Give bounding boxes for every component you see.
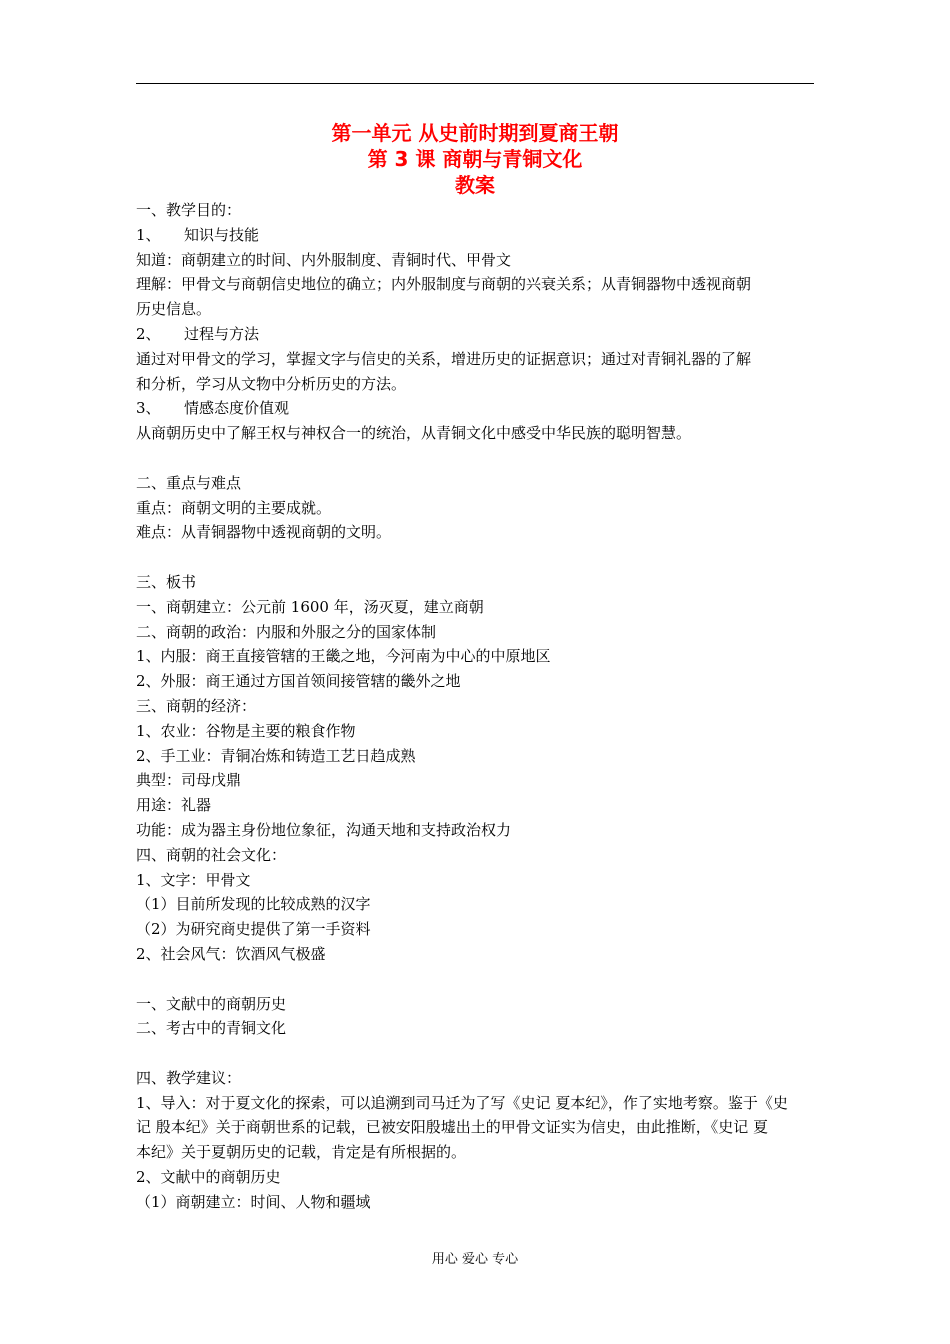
- body-line: 1、导入：对于夏文化的探索，可以追溯到司马迁为了写《史记 夏本纪》，作了实地考察。鉴于《史: [136, 1093, 788, 1112]
- body-line: 2、 过程与方法: [136, 324, 260, 343]
- body-line: 一、商朝建立：公元前 1600 年，汤灭夏，建立商朝: [136, 597, 484, 616]
- blank-line: [136, 967, 816, 992]
- unit-title: 第一单元 从史前时期到夏商王朝: [331, 121, 619, 145]
- body-line: 三、板书: [136, 572, 197, 591]
- body-line: 2、手工业：青铜冶炼和铸造工艺日趋成熟: [136, 746, 416, 765]
- body-line: 1、文字：甲骨文: [136, 870, 251, 889]
- lesson-title: 第 3 课 商朝与青铜文化: [367, 147, 583, 171]
- body-line: 典型：司母戊鼎: [136, 771, 242, 790]
- blank-line: [136, 1041, 816, 1066]
- doc-type-title: 教案: [455, 173, 495, 197]
- blank-line: [136, 545, 816, 570]
- body-line: 二、考古中的青铜文化: [136, 1019, 287, 1038]
- body-line: 通过对甲骨文的学习，掌握文字与信史的关系，增进历史的证据意识；通过对青铜礼器的了解: [136, 349, 752, 368]
- body-line: 二、重点与难点: [136, 473, 242, 492]
- body-line: 一、教学目的：: [136, 201, 242, 219]
- body-line: 1、 知识与技能: [136, 225, 260, 244]
- body-line: 2、文献中的商朝历史: [136, 1168, 281, 1187]
- body-line: 2、外服：商王通过方国首领间接管辖的畿外之地: [136, 672, 461, 691]
- body-line: （2）为研究商史提供了第一手资料: [136, 920, 371, 939]
- body-line: 历史信息。: [136, 300, 212, 319]
- body-line: 知道：商朝建立的时间、内外服制度、青铜时代、甲骨文: [136, 250, 512, 269]
- body-line: 和分析，学习从文物中分析历史的方法。: [136, 374, 407, 393]
- page-footer: 用心 爱心 专心: [431, 1252, 519, 1267]
- body-line: 三、商朝的经济：: [136, 696, 257, 715]
- body-line: 3、 情感态度价值观: [136, 399, 290, 418]
- body-line: 二、商朝的政治：内服和外服之分的国家体制: [136, 622, 437, 641]
- body-line: 1、农业：谷物是主要的粮食作物: [136, 721, 356, 740]
- body-line: 功能：成为器主身份地位象征，沟通天地和支持政治权力: [136, 820, 512, 839]
- body-text: [136, 198, 816, 1215]
- header-rule: [136, 83, 814, 84]
- body-line: 用途：礼器: [136, 796, 212, 815]
- body-line: 记 殷本纪》关于商朝世系的记载，已被安阳殷墟出土的甲骨文证实为信史，由此推断，《史记 夏: [136, 1118, 769, 1137]
- body-line: 1、内服：商王直接管辖的王畿之地，今河南为中心的中原地区: [136, 647, 551, 666]
- title-block: [136, 120, 814, 198]
- body-line: （1）目前所发现的比较成熟的汉字: [136, 895, 371, 914]
- body-line: 四、教学建议：: [136, 1068, 242, 1087]
- body-line: 四、商朝的社会文化：: [136, 845, 287, 864]
- body-line: 理解：甲骨文与商朝信史地位的确立；内外服制度与商朝的兴衰关系；从青铜器物中透视商朝: [136, 275, 752, 294]
- body-line: 从商朝历史中了解王权与神权合一的统治，从青铜文化中感受中华民族的聪明智慧。: [136, 424, 692, 443]
- body-line: 难点：从青铜器物中透视商朝的文明。: [136, 523, 392, 542]
- blank-line: [136, 446, 816, 471]
- body-line: 重点：商朝文明的主要成就。: [136, 498, 332, 517]
- body-line: （1）商朝建立：时间、人物和疆域: [136, 1192, 371, 1211]
- body-line: 2、社会风气：饮酒风气极盛: [136, 944, 326, 963]
- body-line: 一、文献中的商朝历史: [136, 994, 287, 1013]
- body-line: 本纪》关于夏朝历史的记载，肯定是有所根据的。: [136, 1143, 467, 1162]
